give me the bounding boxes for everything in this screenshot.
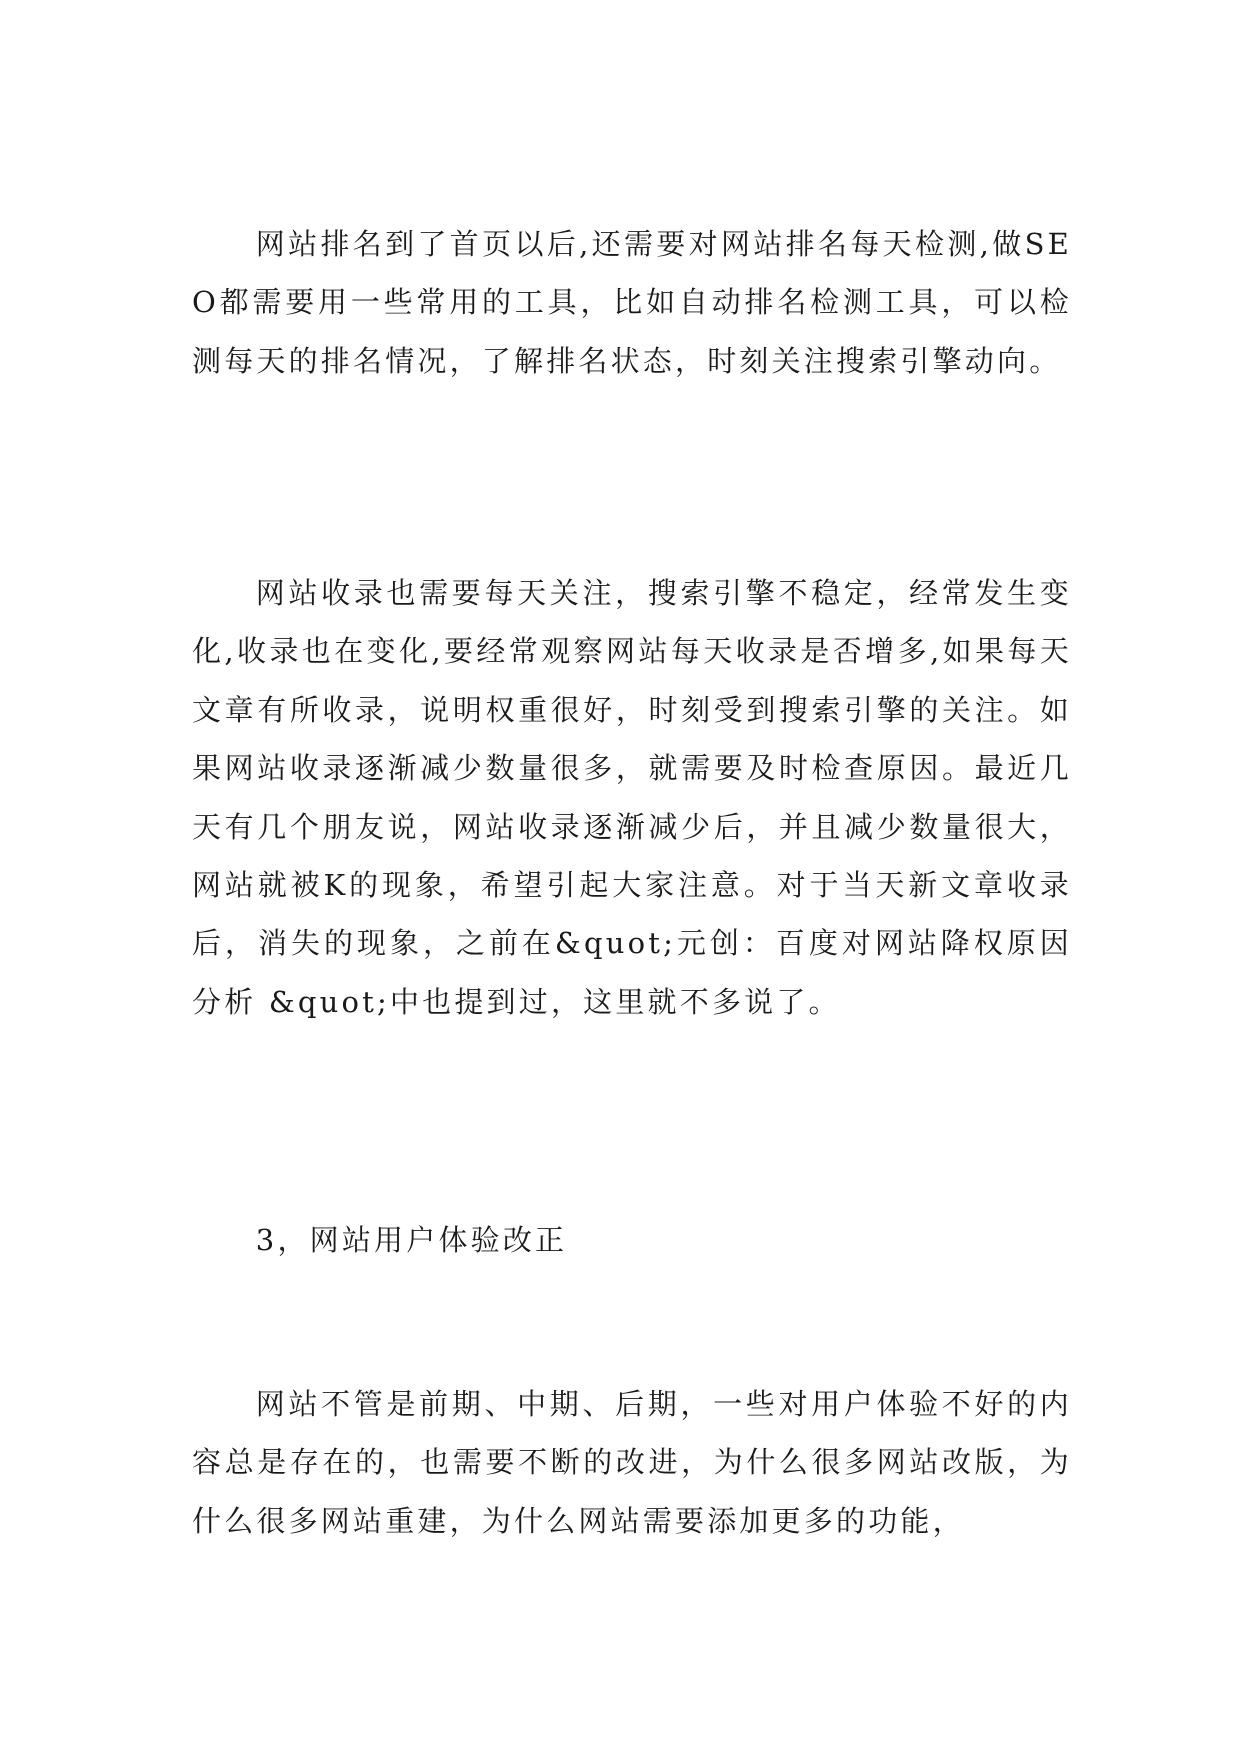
paragraph-ranking-monitoring: 网站排名到了首页以后,还需要对网站排名每天检测,做SEO都需要用一些常用的工具，比如自动排名检测工具，可以检测每天的排名情况，了解排名状态，时刻关注搜索引擎动向。 xyxy=(192,227,1072,378)
paragraph-user-experience: 网站不管是前期、中期、后期，一些对用户体验不好的内容总是存在的，也需要不断的改进，为什么很多网站改版，为什么很多网站重建，为什么网站需要添加更多的功能， xyxy=(192,1387,1072,1538)
paragraph-indexing-monitoring: 网站收录也需要每天关注，搜索引擎不稳定，经常发生变化,收录也在变化,要经常观察网站每天收录是否增多,如果每天文章有所收录，说明权重很好，时刻受到搜索引擎的关注。如果网站收录逐渐减少数量很多，就需要及时检查原因。最近几天有几个朋友说，网站收录逐渐减少后，并且减少数量很大，网站就被K的现象，希望引起大家注意。对于当天新文章收录后，消失的现象，之前在&quot;元创：百度对网站降权原因分析 &quot;中也提到过，这里就不多说了。 xyxy=(192,576,1072,1019)
section-heading-user-experience: 3，网站用户体验改正 xyxy=(255,1223,568,1257)
